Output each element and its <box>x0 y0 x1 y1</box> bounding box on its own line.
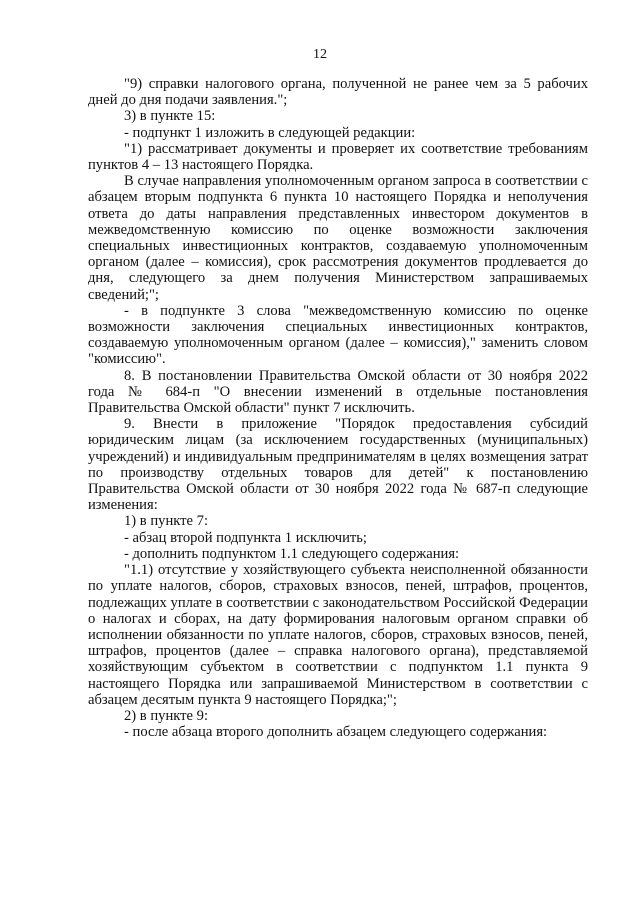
paragraph-exclude-subpoint: - абзац второй подпункта 1 исключить; <box>124 529 367 546</box>
paragraph-subpoint-3-replace: - в подпункте 3 слова "межведомственную комиссию по оценке возможности заключения специальных инвестиционных контрактов, создаваемую уполномоченным органом (далее – комиссия)," заменить словом "комиссию". <box>88 302 588 368</box>
paragraph-clause-7: 1) в пункте 7: <box>124 513 209 530</box>
paragraph-item-9: 9. Внести в приложение "Порядок предоставления субсидий юридическим лицам (за исключением государственных (муниципальных) учреждений) и индивидуальным предпринимателям в целях возмещения затрат по производству отдельных товаров для детей" к постановлению Правительства Омской области от 30 ноября 2022 года № 687-п следующие изменения: <box>88 416 588 514</box>
paragraph-subpoint-1-1-text: "1.1) отсутствие у хозяйствующего субъекта неисполненной обязанности по уплате налогов, сборов, страховых взносов, пеней, штрафов, процентов, подлежащих уплате в соответствии с законодательством Российской Федерации о налогах и сборах, на дату формирования налоговым органом справки об исполнении обязанности по уплате налогов, сборов, страховых взносов, пеней, штрафов, процентов (далее – справка налогового органа), представляемой хозяйствующим субъектом в соответствии с подпунктом 1.1 пункта 9 настоящего Порядка или запрашиваемой Министерством в соответствии с абзацем десятым пункта 9 настоящего Порядка;"; <box>88 562 588 708</box>
paragraph-item-9-continuation: "9) справки налогового органа, полученной не ранее чем за 5 рабочих дней до дня подачи заявления."; <box>88 76 588 109</box>
page-number: 12 <box>313 47 327 62</box>
paragraph-subpoint-1-text: "1) рассматривает документы и проверяет их соответствие требованиям пунктов 4 – 13 настоящего Порядка. <box>88 140 588 174</box>
paragraph-add-subpoint-1-1: - дополнить подпунктом 1.1 следующего содержания: <box>124 545 460 562</box>
paragraph-clause-9: 2) в пункте 9: <box>124 707 209 724</box>
paragraph-subpoint-1-new-wording: - подпункт 1 изложить в следующей редакции: <box>124 124 416 141</box>
document-body <box>88 76 588 740</box>
paragraph-point-3-clause-15: 3) в пункте 15: <box>124 108 216 125</box>
paragraph-item-8: 8. В постановлении Правительства Омской области от 30 ноября 2022 года № 684-п "О внесении изменений в отдельные постановления Правительства Омской области" пункт 7 исключить. <box>88 367 588 417</box>
paragraph-add-abzac: - после абзаца второго дополнить абзацем следующего содержания: <box>124 724 548 741</box>
paragraph-request-case: В случае направления уполномоченным органом запроса в соответствии с абзацем вторым подпункта 6 пункта 10 настоящего Порядка и неполучения ответа до даты направления представленных инвестором документов в межведомственную комиссию по оценке возможности заключения специальных инвестиционных контрактов, создаваемую уполномоченным органом (далее – комиссия), срок рассмотрения документов продлевается до дня, следующего за днем получения Министерством запрашиваемых сведений;"; <box>88 173 588 303</box>
